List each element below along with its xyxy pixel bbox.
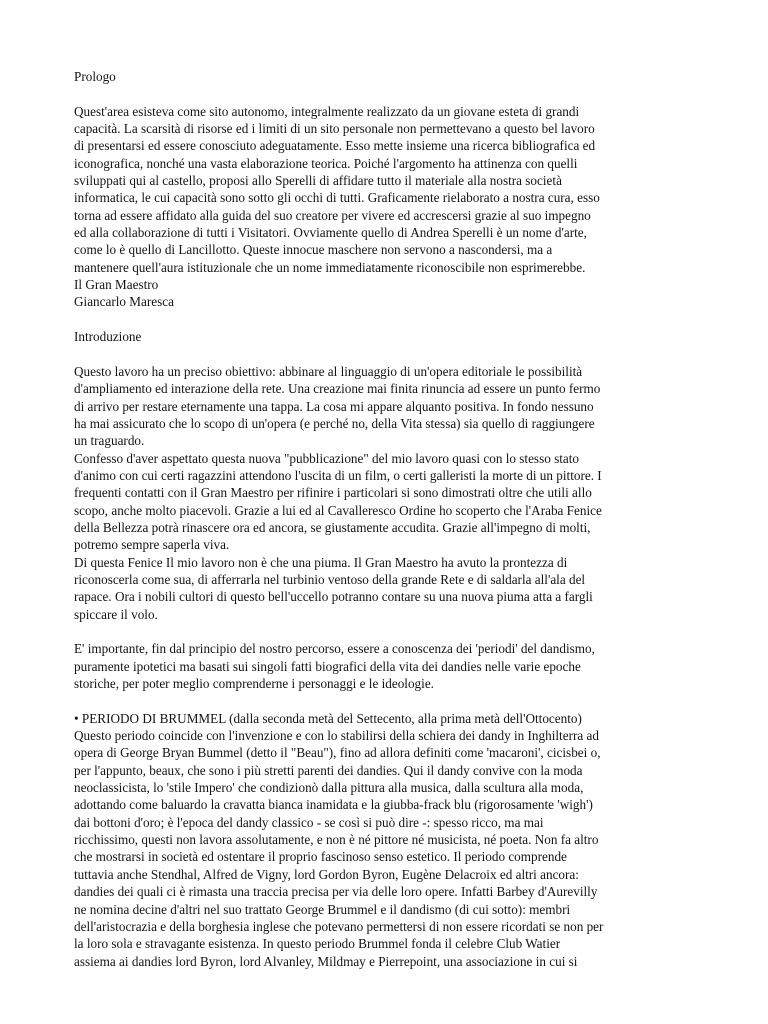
periodo-brummel-title: PERIODO DI BRUMMEL (dalla seconda metà del Settecento, alla prima metà dell'Ottocento)	[81, 710, 582, 726]
introduzione-paragraph-3: Di questa Fenice Il mio lavoro non è che una piuma. Il Gran Maestro ha avuto la prontezza di riconoscerla come sua, di afferrarla nel turbinio ventoso della grande Rete e di saldarla all'ala del rapace. Ora i nobili cultori di questo bell'uccello potranno contare su una nuova piuma atta a fargli spiccare il volo.	[74, 554, 593, 622]
introduzione-heading: Introduzione	[74, 329, 142, 345]
spacer	[74, 623, 704, 640]
spacer	[74, 692, 704, 709]
document-body	[74, 68, 704, 970]
periodo-brummel-heading	[74, 710, 704, 727]
spacer	[74, 346, 704, 363]
introduzione-paragraph-2: Confesso d'aver aspettato questa nuova "pubblicazione" del mio lavoro quasi con lo stesso stato d'animo con cui certi ragazzini attendono l'uscita di un film, o certi galleristi la morte di un pittore. I frequenti contatti con il Gran Maestro per rifinire i particolari si sono dimostrati oltre che utili allo scopo, anche molto piacevoli. Grazie a lui ed al Cavalleresco Ordine ho scoperto che l'Araba Fenice della Bellezza potrà rinascere ora ed ancora, se giustamente accudita. Grazie all'impegno di molti, potremo sempre saperla viva.	[74, 450, 602, 553]
spacer	[74, 85, 704, 102]
spacer	[74, 311, 704, 328]
prologo-paragraph: Quest'area esisteva come sito autonomo, integralmente realizzato da un giovane esteta di grandi capacità. La scarsità di risorse ed i limiti di un sito personale non permettevano a questo bel lavoro di presentarsi ed essere conosciuto adeguatamente. Esso mette insieme una ricerca bibliografica ed iconografica, nonché una vasta elaborazione teorica. Poiché l'argomento ha attinenza con quelli sviluppati qui al castello, proposi allo Sperelli di affidare tutto il materiale alla nostra società informatica, le cui capacità sono sotto gli occhi di tutti. Graficamente rielaborato a nostra cura, esso torna ad essere affidato alla guida del suo creatore per vivere ed accrescersi grazie al suo impegno ed alla collaborazione di tutti i Visitatori. Ovviamente quello di Andrea Sperelli è un nome d'arte, come lo è quello di Lancillotto. Queste innocue maschere non servono a nascondersi, ma a mantenere quell'aura istituzionale che un nome immediatamente riconoscibile non esprimerebbe.	[74, 103, 600, 275]
periodo-brummel-paragraph: Questo periodo coincide con l'invenzione e con lo stabilirsi della schiera dei dandy in Inghilterra ad opera di George Bryan Bummel (detto il "Beau"), fino ad allora definiti come 'macaroni', cicisbei o, per l'appunto, beaux, che sono i più stretti parenti dei dandies. Qui il dandy convive con la moda neoclassicista, lo 'stile Impero' che condizionò dalla pittura alla musica, dalla scultura alla moda, adottando come baluardo la cravatta bianca inamidata e la giubba-frack blu (rigorosamente 'wigh') dai bottoni d'oro; è l'epoca del dandy classico - se così si può dire -: spesso ricco, ma mai ricchissimo, questi non lavora assolutamente, e non è né pittore né musicista, né poeta. Non fa altro che mostrarsi in società ed ostentare il proprio fascinoso senso estetico. Il periodo comprende tuttavia anche Stendhal, Alfred de Vigny, lord Gordon Byron, Eugène Delacroix ed altri ancora: dandies dei quali ci è rimasta una traccia precisa per via delle loro opere. Infatti Barbey d'Aurevilly ne nomina decine d'altri nel suo trattato George Brummel e il dandismo (di cui sotto): membri dell'aristocrazia e della borghesia inglese che potevano permettersi di non essere ricordati se non per la loro sola e stravagante esistenza. In questo periodo Brummel fonda il celebre Club Watier assiema ai dandies lord Byron, lord Alvanley, Mildmay e Pierrepoint, una associazione in cui si	[74, 728, 604, 969]
signature-name: Giancarlo Maresca	[74, 294, 174, 310]
bullet-icon: •	[74, 710, 79, 726]
prologo-heading: Prologo	[74, 69, 116, 84]
signature-title: Il Gran Maestro	[74, 277, 159, 293]
introduzione-paragraph-1: Questo lavoro ha un preciso obiettivo: abbinare al linguaggio di un'opera editoriale le possibilità d'ampliamento ed interazione della rete. Una creazione mai finita rinuncia ad essere un punto fermo di arrivo per restare eternamente una tappa. La cosa mi appare alquanto positiva. In fondo nessuno ha mai assicurato che lo scopo di un'opera (e perché no, della Vita stessa) sia quello di raggiungere un traguardo.	[74, 363, 601, 449]
introduzione-paragraph-4: E' importante, fin dal principio del nostro percorso, essere a conoscenza dei 'periodi' del dandismo, puramente ipotetici ma basati sui singoli fatti biografici della vita dei dandies nelle varie epoche storiche, per poter meglio comprenderne i personaggi e le ideologie.	[74, 641, 595, 692]
